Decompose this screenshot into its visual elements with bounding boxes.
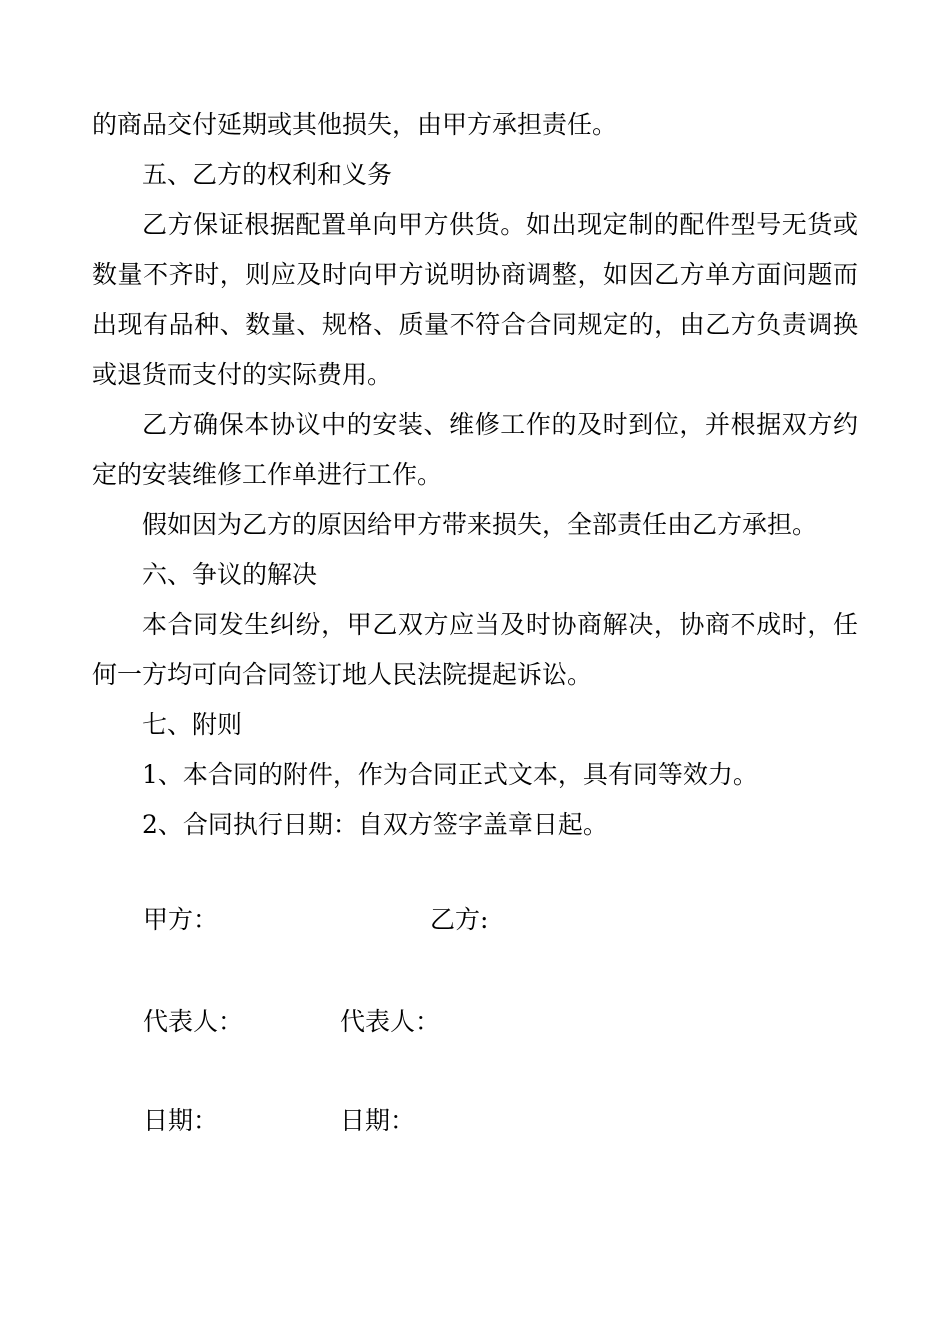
body-text <box>92 100 858 850</box>
date-a-label: 日期： <box>143 1106 219 1135</box>
text-line: 六、争议的解决 <box>142 560 318 589</box>
text-line: 或退货而支付的实际费用。 <box>92 360 393 389</box>
date-b-label: 日期： <box>340 1106 416 1135</box>
party-a-label: 甲方： <box>143 905 219 934</box>
text-line: 数量不齐时，则应及时向甲方说明协商调整，如因乙方单方面问题而 <box>92 260 858 289</box>
text-line: 乙方确保本协议中的安装、维修工作的及时到位，并根据双方约 <box>142 410 858 439</box>
text-line: 假如因为乙方的原因给甲方带来损失，全部责任由乙方承担。 <box>142 510 818 539</box>
text-line: 1、本合同的附件，作为合同正式文本，具有同等效力。 <box>142 760 758 789</box>
text-line: 出现有品种、数量、规格、质量不符合合同规定的，由乙方负责调换 <box>92 310 858 339</box>
text-line: 2、合同执行日期：自双方签字盖章日起。 <box>142 810 608 839</box>
representative-b-label: 代表人： <box>340 1007 441 1036</box>
text-line: 定的安装维修工作单进行工作。 <box>92 460 443 489</box>
text-line: 的商品交付延期或其他损失，由甲方承担责任。 <box>92 110 618 139</box>
representative-a-label: 代表人： <box>143 1007 244 1036</box>
text-line: 七、附则 <box>142 710 243 739</box>
text-line: 乙方保证根据配置单向甲方供货。如出现定制的配件型号无货或 <box>142 210 858 239</box>
party-b-label: 乙方: <box>430 905 489 934</box>
text-line: 五、乙方的权利和义务 <box>142 160 393 189</box>
text-line: 何一方均可向合同签订地人民法院提起诉讼。 <box>92 660 593 689</box>
text-line: 本合同发生纠纷，甲乙双方应当及时协商解决，协商不成时，任 <box>142 610 858 639</box>
